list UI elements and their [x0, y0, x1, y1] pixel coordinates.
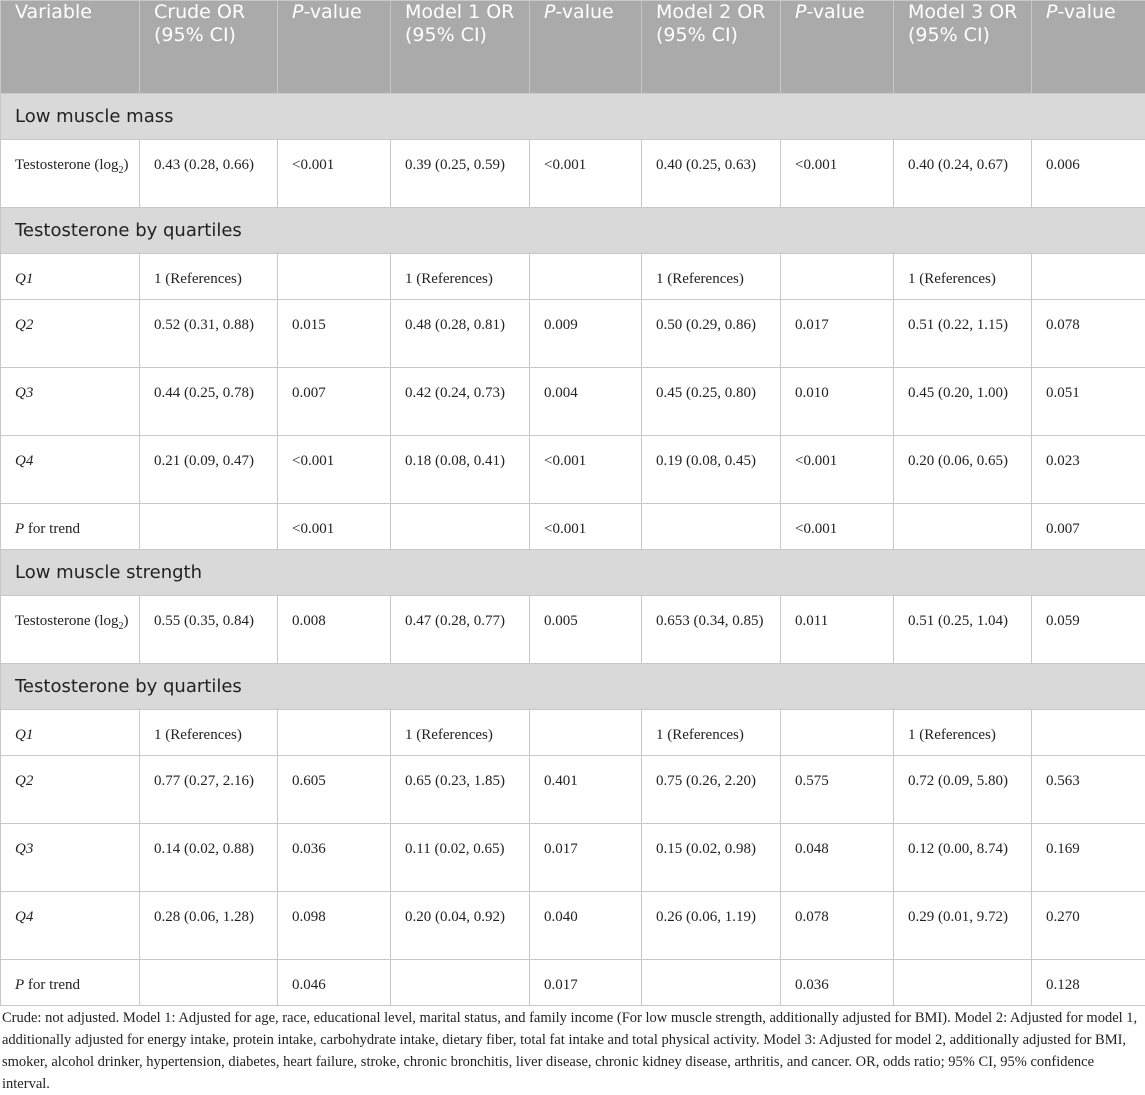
- section-row: [1, 550, 1145, 596]
- or-cell: [642, 504, 781, 550]
- table-row: [1, 892, 1145, 960]
- p-value-cell: <0.001: [781, 504, 894, 550]
- or-cell: 0.50 (0.29, 0.86): [642, 300, 781, 368]
- table-row: [1, 504, 1145, 550]
- table-row: [1, 300, 1145, 368]
- p-value-cell: 0.004: [530, 368, 642, 436]
- or-cell: 1 (References): [140, 254, 278, 300]
- table-row: [1, 824, 1145, 892]
- p-value-cell: [530, 254, 642, 300]
- section-testosterone-quartiles: Testosterone by quartiles: [1, 664, 1145, 710]
- header-row: [1, 1, 1145, 94]
- table-row: [1, 254, 1145, 300]
- p-value-cell: 0.575: [781, 756, 894, 824]
- p-value-cell: 0.017: [530, 824, 642, 892]
- section-low-muscle-mass: Low muscle mass: [1, 94, 1145, 140]
- p-value-cell: 0.007: [278, 368, 391, 436]
- or-cell: [391, 960, 530, 1006]
- or-cell: 0.77 (0.27, 2.16): [140, 756, 278, 824]
- p-value-cell: [1032, 710, 1145, 756]
- p-value-cell: 0.059: [1032, 596, 1145, 664]
- row-label: Q4: [1, 436, 140, 504]
- p-value-cell: 0.008: [278, 596, 391, 664]
- row-label: Q2: [1, 300, 140, 368]
- p-value-cell: 0.040: [530, 892, 642, 960]
- p-value-cell: 0.563: [1032, 756, 1145, 824]
- or-cell: 1 (References): [140, 710, 278, 756]
- or-cell: 0.51 (0.25, 1.04): [894, 596, 1032, 664]
- or-cell: [894, 504, 1032, 550]
- section-row: [1, 208, 1145, 254]
- p-value-cell: <0.001: [530, 504, 642, 550]
- or-cell: 0.43 (0.28, 0.66): [140, 140, 278, 208]
- p-value-cell: 0.036: [781, 960, 894, 1006]
- or-cell: 0.39 (0.25, 0.59): [391, 140, 530, 208]
- table-footnote: Crude: not adjusted. Model 1: Adjusted for age, race, educational level, marital status, and family income (For low muscle strength, additionally adjusted for BMI). Model 2: Adjusted for model 1, additionally adjusted for energy intake, protein intake, carbohydrate intake, dietary fiber, total fat intake and total physical activity. Model 3: Adjusted for model 2, additionally adjusted for BMI, smoker, alcohol drinker, hypertension, diabetes, heart failure, stroke, chronic bronchitis, liver disease, chronic kidney disease, arthritis, and cancer. OR, odds ratio; 95% CI, 95% confidence interval.: [2, 1007, 1142, 1095]
- or-cell: 0.45 (0.25, 0.80): [642, 368, 781, 436]
- p-value-cell: 0.270: [1032, 892, 1145, 960]
- row-label: Q3: [1, 824, 140, 892]
- p-value-cell: <0.001: [278, 140, 391, 208]
- header-crude-or: Crude OR (95% CI): [140, 1, 278, 94]
- or-cell: 0.21 (0.09, 0.47): [140, 436, 278, 504]
- p-value-cell: <0.001: [530, 140, 642, 208]
- section-testosterone-quartiles: Testosterone by quartiles: [1, 208, 1145, 254]
- p-value-cell: 0.128: [1032, 960, 1145, 1006]
- or-cell: 0.20 (0.04, 0.92): [391, 892, 530, 960]
- table-row: [1, 596, 1145, 664]
- or-cell: 0.47 (0.28, 0.77): [391, 596, 530, 664]
- or-cell: 1 (References): [642, 710, 781, 756]
- header-model2-or: Model 2 OR (95% CI): [642, 1, 781, 94]
- row-label: Testosterone $(\log_2)$: [1, 596, 140, 664]
- header-p-value: P-value: [278, 1, 391, 94]
- or-cell: [140, 504, 278, 550]
- table-row: [1, 756, 1145, 824]
- p-value-cell: 0.010: [781, 368, 894, 436]
- p-value-cell: 0.011: [781, 596, 894, 664]
- or-cell: 0.65 (0.23, 1.85): [391, 756, 530, 824]
- table-row: [1, 710, 1145, 756]
- row-label: Q1: [1, 710, 140, 756]
- or-cell: 1 (References): [642, 254, 781, 300]
- row-label: P for trend: [1, 504, 140, 550]
- p-value-cell: 0.051: [1032, 368, 1145, 436]
- or-cell: 0.18 (0.08, 0.41): [391, 436, 530, 504]
- or-cell: 0.51 (0.22, 1.15): [894, 300, 1032, 368]
- or-cell: 1 (References): [391, 254, 530, 300]
- or-cell: 0.42 (0.24, 0.73): [391, 368, 530, 436]
- or-cell: 0.26 (0.06, 1.19): [642, 892, 781, 960]
- section-row: [1, 94, 1145, 140]
- p-value-cell: [530, 710, 642, 756]
- p-value-cell: [1032, 254, 1145, 300]
- or-cell: 0.15 (0.02, 0.98): [642, 824, 781, 892]
- section-row: [1, 664, 1145, 710]
- or-cell: 0.40 (0.24, 0.67): [894, 140, 1032, 208]
- or-cell: 0.653 (0.34, 0.85): [642, 596, 781, 664]
- or-cell: 0.12 (0.00, 8.74): [894, 824, 1032, 892]
- p-value-cell: <0.001: [278, 436, 391, 504]
- header-p-value: P-value: [1032, 1, 1145, 94]
- or-cell: [642, 960, 781, 1006]
- or-cell: 0.29 (0.01, 9.72): [894, 892, 1032, 960]
- or-cell: 0.14 (0.02, 0.88): [140, 824, 278, 892]
- or-cell: [140, 960, 278, 1006]
- p-value-cell: 0.098: [278, 892, 391, 960]
- row-label: Q1: [1, 254, 140, 300]
- p-value-cell: 0.005: [530, 596, 642, 664]
- row-label: Q4: [1, 892, 140, 960]
- p-value-cell: 0.017: [530, 960, 642, 1006]
- p-value-cell: [278, 254, 391, 300]
- header-p-value: P-value: [530, 1, 642, 94]
- table-row: [1, 140, 1145, 208]
- p-value-cell: 0.017: [781, 300, 894, 368]
- p-value-cell: 0.009: [530, 300, 642, 368]
- or-cell: 0.28 (0.06, 1.28): [140, 892, 278, 960]
- row-label: Q2: [1, 756, 140, 824]
- or-cell: 0.75 (0.26, 2.20): [642, 756, 781, 824]
- or-cell: 0.19 (0.08, 0.45): [642, 436, 781, 504]
- or-cell: 1 (References): [391, 710, 530, 756]
- p-value-cell: 0.605: [278, 756, 391, 824]
- section-low-muscle-strength: Low muscle strength: [1, 550, 1145, 596]
- p-value-cell: 0.401: [530, 756, 642, 824]
- header-p-value: P-value: [781, 1, 894, 94]
- p-value-cell: <0.001: [278, 504, 391, 550]
- or-cell: 0.72 (0.09, 5.80): [894, 756, 1032, 824]
- p-value-cell: 0.048: [781, 824, 894, 892]
- p-value-cell: 0.078: [781, 892, 894, 960]
- table-row: [1, 960, 1145, 1006]
- or-cell: 1 (References): [894, 710, 1032, 756]
- table-row: [1, 368, 1145, 436]
- header-model3-or: Model 3 OR (95% CI): [894, 1, 1032, 94]
- or-cell: 0.40 (0.25, 0.63): [642, 140, 781, 208]
- p-value-cell: [781, 254, 894, 300]
- or-cell: 0.52 (0.31, 0.88): [140, 300, 278, 368]
- row-label: Q3: [1, 368, 140, 436]
- p-value-cell: 0.006: [1032, 140, 1145, 208]
- or-cell: 1 (References): [894, 254, 1032, 300]
- p-value-cell: 0.046: [278, 960, 391, 1006]
- p-value-cell: 0.023: [1032, 436, 1145, 504]
- or-cell: 0.48 (0.28, 0.81): [391, 300, 530, 368]
- p-value-cell: [278, 710, 391, 756]
- p-value-cell: 0.036: [278, 824, 391, 892]
- p-value-cell: 0.007: [1032, 504, 1145, 550]
- or-cell: 0.55 (0.35, 0.84): [140, 596, 278, 664]
- p-value-cell: 0.078: [1032, 300, 1145, 368]
- header-variable: Variable: [1, 1, 140, 94]
- p-value-cell: 0.169: [1032, 824, 1145, 892]
- p-value-cell: <0.001: [781, 436, 894, 504]
- or-cell: [894, 960, 1032, 1006]
- header-model1-or: Model 1 OR (95% CI): [391, 1, 530, 94]
- p-value-cell: <0.001: [530, 436, 642, 504]
- or-cell: 0.11 (0.02, 0.65): [391, 824, 530, 892]
- or-cell: 0.20 (0.06, 0.65): [894, 436, 1032, 504]
- row-label: P for trend: [1, 960, 140, 1006]
- or-cell: 0.45 (0.20, 1.00): [894, 368, 1032, 436]
- p-value-cell: 0.015: [278, 300, 391, 368]
- table-row: [1, 436, 1145, 504]
- p-value-cell: <0.001: [781, 140, 894, 208]
- or-cell: [391, 504, 530, 550]
- or-cell: 0.44 (0.25, 0.78): [140, 368, 278, 436]
- row-label: Testosterone $(\log_2)$: [1, 140, 140, 208]
- p-value-cell: [781, 710, 894, 756]
